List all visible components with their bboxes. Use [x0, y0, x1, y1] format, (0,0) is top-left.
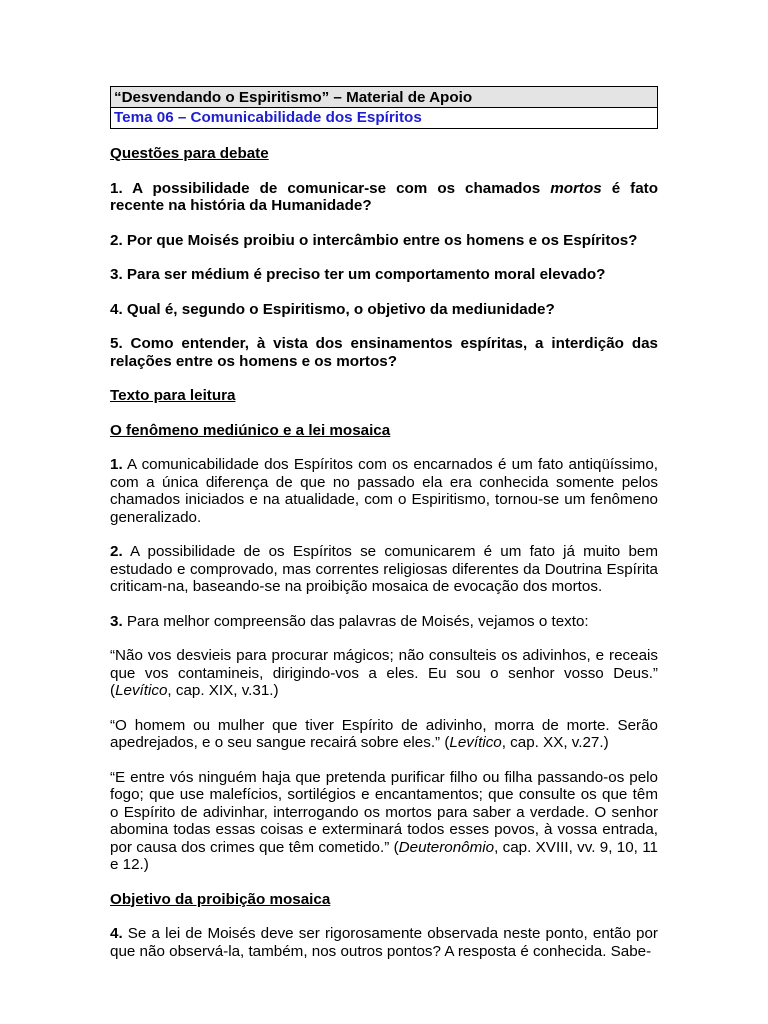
paragraph-2: 2. A possibilidade de os Espíritos se comunicarem é um fato já muito bem estudado e comprovado, mas correntes religiosas diferentes da Doutrina Espírita criticam-na, baseando-se na proibição mosaica de evocação dos mortos.: [110, 543, 658, 595]
document-title: “Desvendando o Espiritismo” – Material de Apoio: [111, 87, 657, 108]
section2-heading: Objetivo da proibição mosaica: [110, 890, 331, 908]
question-1: 1. A possibilidade de comunicar-se com os chamados mortos é fato recente na história da Humanidade?: [110, 179, 658, 214]
quote-2: “O homem ou mulher que tiver Espírito de adivinho, morra de morte. Serão apedrejados, e o seu sangue recairá sobre eles.” (Levítico, cap. XX, v.27.): [110, 716, 658, 751]
paragraph-4: 4. Se a lei de Moisés deve ser rigorosamente observada neste ponto, então por que não observá-la, também, nos outros pontos? A resposta é conhecida. Sabe-: [110, 925, 658, 960]
section1-heading: O fenômeno mediúnico e a lei mosaica: [110, 421, 391, 439]
question-4: 4. Qual é, segundo o Espiritismo, o objetivo da mediunidade?: [110, 300, 555, 318]
questions-heading: Questões para debate: [110, 145, 269, 162]
quote-3: “E entre vós ninguém haja que pretenda purificar filho ou filha passando-os pelo fogo; que use malefícios, sortilégios e encantamentos; que consulte os que têm o Espírito de adivinhar, interrogando os mortos para saber a verdade. O senhor abomina todas essas coisas e exterminará todos esses povos, à vossa entrada, por causa dos crimes que têm cometido.” (Deuteronômio, cap. XVIII, vv. 9, 10, 11 e 12.): [110, 768, 658, 873]
document-page: [110, 86, 658, 960]
document-subtitle: Tema 06 – Comunicabilidade dos Espíritos: [114, 109, 422, 126]
question-3: 3. Para ser médium é preciso ter um comportamento moral elevado?: [110, 266, 606, 283]
paragraph-3: 3. Para melhor compreensão das palavras de Moisés, vejamos o texto:: [110, 612, 589, 630]
paragraph-1: 1. A comunicabilidade dos Espíritos com os encarnados é um fato antiqüíssimo, com a única diferença de que no passado ela era conhecida somente pelos chamados iniciados e na atualidade, com o Espiritismo, tornou-se um fenômeno generalizado.: [110, 456, 658, 526]
quote-1: “Não vos desvieis para procurar mágicos; não consulteis os adivinhos, e receais que vos contamineis, dirigindo-vos a eles. Eu sou o senhor vosso Deus.” (Levítico, cap. XIX, v.31.): [110, 647, 658, 699]
header-box: [110, 86, 658, 129]
reading-heading: Texto para leitura: [110, 387, 236, 404]
question-2: 2. Por que Moisés proibiu o intercâmbio entre os homens e os Espíritos?: [110, 231, 638, 249]
question-5: 5. Como entender, à vista dos ensinamentos espíritas, a interdição das relações entre os homens e os mortos?: [110, 335, 658, 370]
